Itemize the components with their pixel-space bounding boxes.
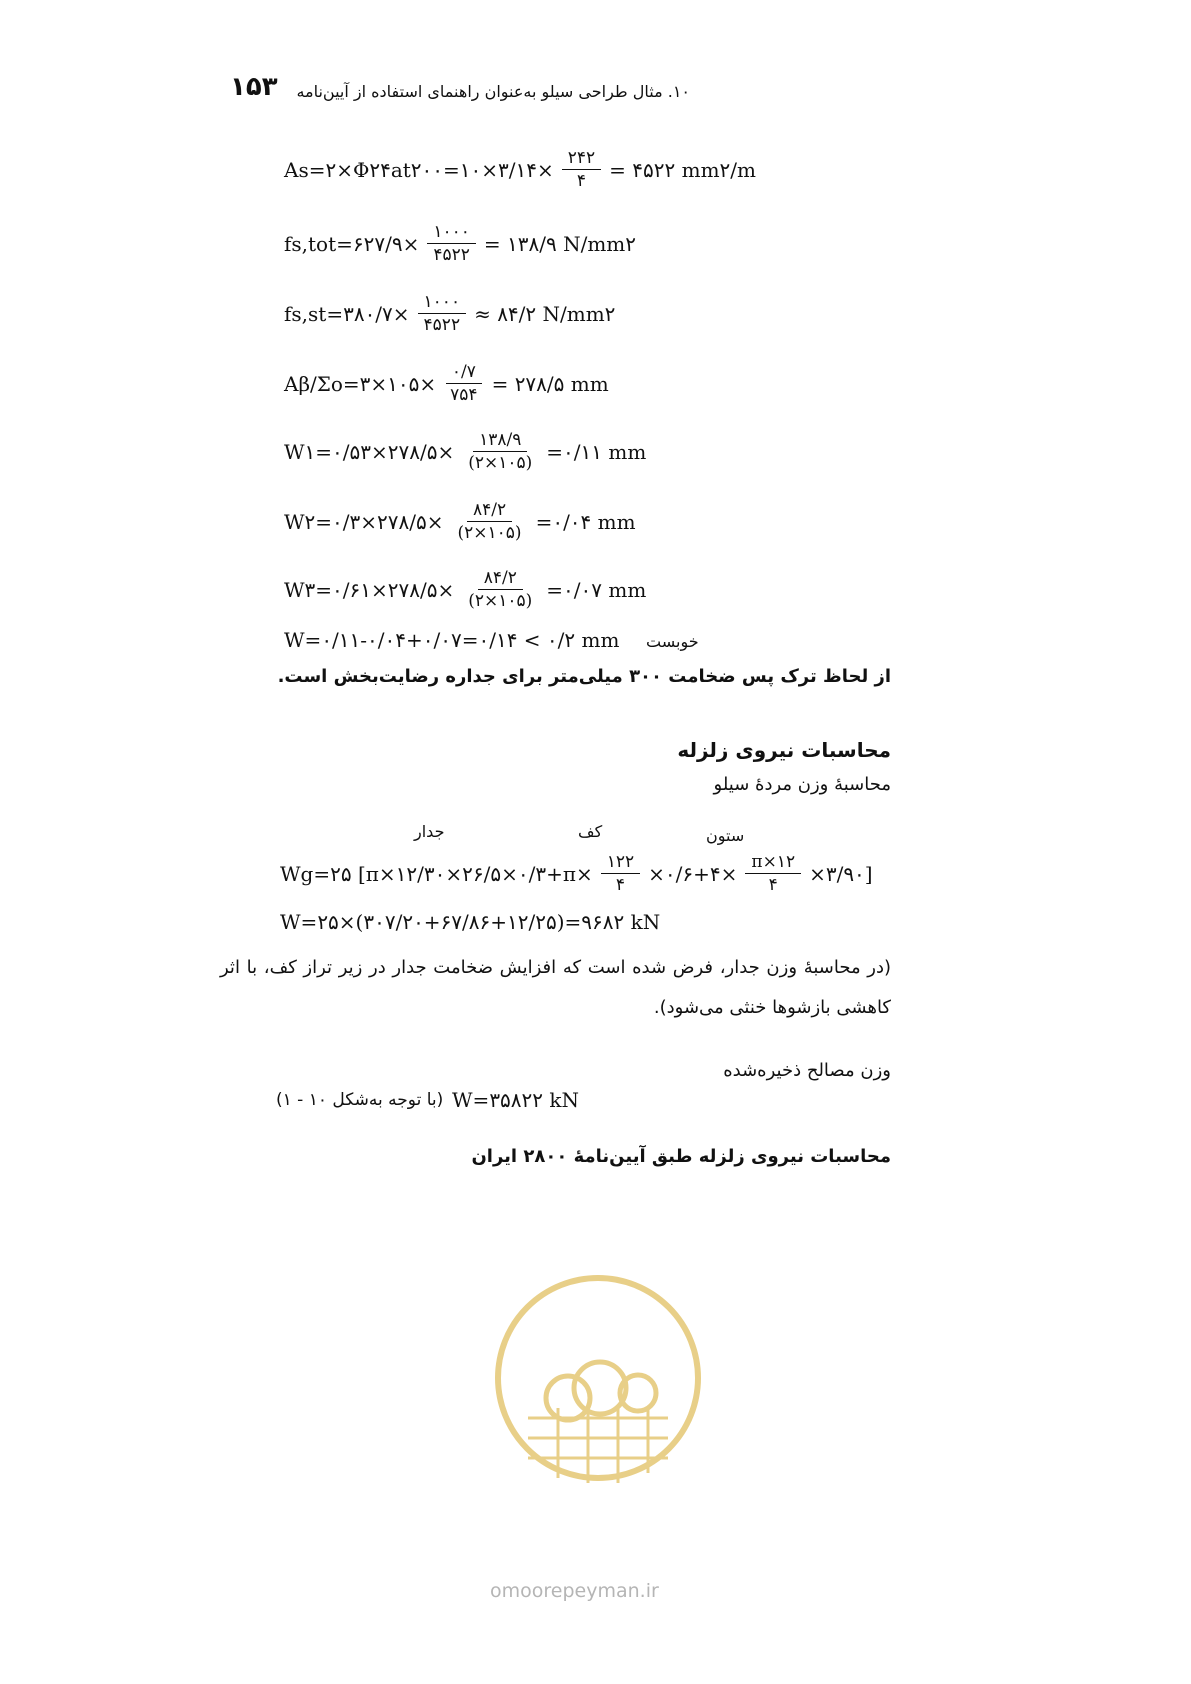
page-header xyxy=(230,72,690,112)
seal-icon xyxy=(488,1268,708,1488)
equation-w-stored: W=۳۵۸۲۲ kN xyxy=(452,1088,580,1112)
section-title: محاسبات نیروی زلزله xyxy=(677,738,891,762)
note-paragraph: (در محاسبهٔ وزن جدار، فرض شده است که افزایش ضخامت جدار در زیر تراز کف، با اثر کاهشی بازشوها خنثی می‌شود). xyxy=(220,957,891,1018)
equation-w2: W۲=۰/۳×۲۷۸/۵× $\frac{۸۴/۲}{(۲\times ۱۰۵)}$ =۰/۰۴ mm xyxy=(284,500,636,543)
fraction: $\frac{۰/۷}{۷۵۴}$ xyxy=(444,362,483,405)
equation-w3: W۳=۰/۶۱×۲۷۸/۵× $\frac{۸۴/۲}{(۲\times ۱۰۵)}$ =۰/۰۷ mm xyxy=(284,568,647,611)
good-label: خوبست xyxy=(646,632,699,651)
equation-a-beta: Aβ/Σo=۳×۱۰۵× $\frac{۰/۷}{۷۵۴}$ = ۲۷۸/۵ mm xyxy=(284,362,609,405)
fraction: $\frac{۸۴/۲}{(۲\times ۱۰۵)}$ xyxy=(468,568,533,611)
watermark-seal xyxy=(488,1268,708,1488)
conclusion-text: از لحاظ ترک پس ضخامت ۳۰۰ میلی‌متر برای جداره رضایت‌بخش است. xyxy=(277,666,891,687)
label-wall: جدار xyxy=(414,822,445,841)
subsection-dead-load: محاسبهٔ وزن مردهٔ سیلو xyxy=(713,774,891,795)
figure-reference: (با توجه به‌شکل ۱۰ - ۱) xyxy=(276,1090,444,1110)
equation-fs-st: fs,st=۳۸۰/۷× $\frac{۱۰۰۰}{۴۵۲۲}$ ≈ ۸۴/۲ N/mm۲ xyxy=(284,292,616,335)
equation-fs-tot: fs,tot=۶۲۷/۹× $\frac{۱۰۰۰}{۴۵۲۲}$ = ۱۳۸/۹ N/mm۲ xyxy=(284,222,636,265)
equation-w1: W۱=۰/۵۳×۲۷۸/۵× $\frac{۱۳۸/۹}{(۲\times ۱۰۵)}$ =۰/۱۱ mm xyxy=(284,430,647,473)
code-heading: محاسبات نیروی زلزله طبق آیین‌نامهٔ ۲۸۰۰ ایران xyxy=(471,1146,891,1167)
watermark-url: omoorepeyman.ir xyxy=(490,1580,659,1602)
equation-wg: Wg=۲۵ [π×۱۲/۳۰×۲۶/۵×۰/۳+π× $\frac{۱۲۲}{۴}$ ×۰/۶+۴× $\frac{\pi\times ۱۲}{۴}$ ×۳/۹۰] xyxy=(280,852,873,895)
chapter-title: ۱۰. مثال طراحی سیلو به‌عنوان راهنمای استفاده از آیین‌نامه xyxy=(296,82,690,101)
label-floor: کف xyxy=(578,822,603,841)
fraction: $\frac{۱۲۲}{۴}$ xyxy=(601,852,640,895)
stored-material-label: وزن مصالح ذخیره‌شده xyxy=(723,1060,891,1081)
fraction: $\frac{۲۴۲}{۴}$ xyxy=(562,148,601,191)
fraction: $\frac{\pi\times ۱۲}{۴}$ xyxy=(745,852,801,895)
fraction: $\frac{۱۰۰۰}{۴۵۲۲}$ xyxy=(418,292,467,335)
page-number: ۱۵۳ xyxy=(230,72,278,102)
equation-as: As=۲×Φ۲۴at۲۰۰=۱۰×۳/۱۴× $\frac{۲۴۲}{۴}$ = ۴۵۲۲ mm۲/m xyxy=(284,148,756,191)
fraction: $\frac{۱۰۰۰}{۴۵۲۲}$ xyxy=(427,222,476,265)
label-column: ستون xyxy=(706,826,745,845)
equation-w-dead: W=۲۵×(۳۰۷/۲۰+۶۷/۸۶+۱۲/۲۵)=۹۶۸۲ kN xyxy=(280,910,661,934)
equation-w-total: W=۰/۱۱-۰/۰۴+۰/۰۷=۰/۱۴ < ۰/۲ mm xyxy=(284,628,620,652)
fraction: $\frac{۸۴/۲}{(۲\times ۱۰۵)}$ xyxy=(457,500,522,543)
fraction: $\frac{۱۳۸/۹}{(۲\times ۱۰۵)}$ xyxy=(468,430,533,473)
